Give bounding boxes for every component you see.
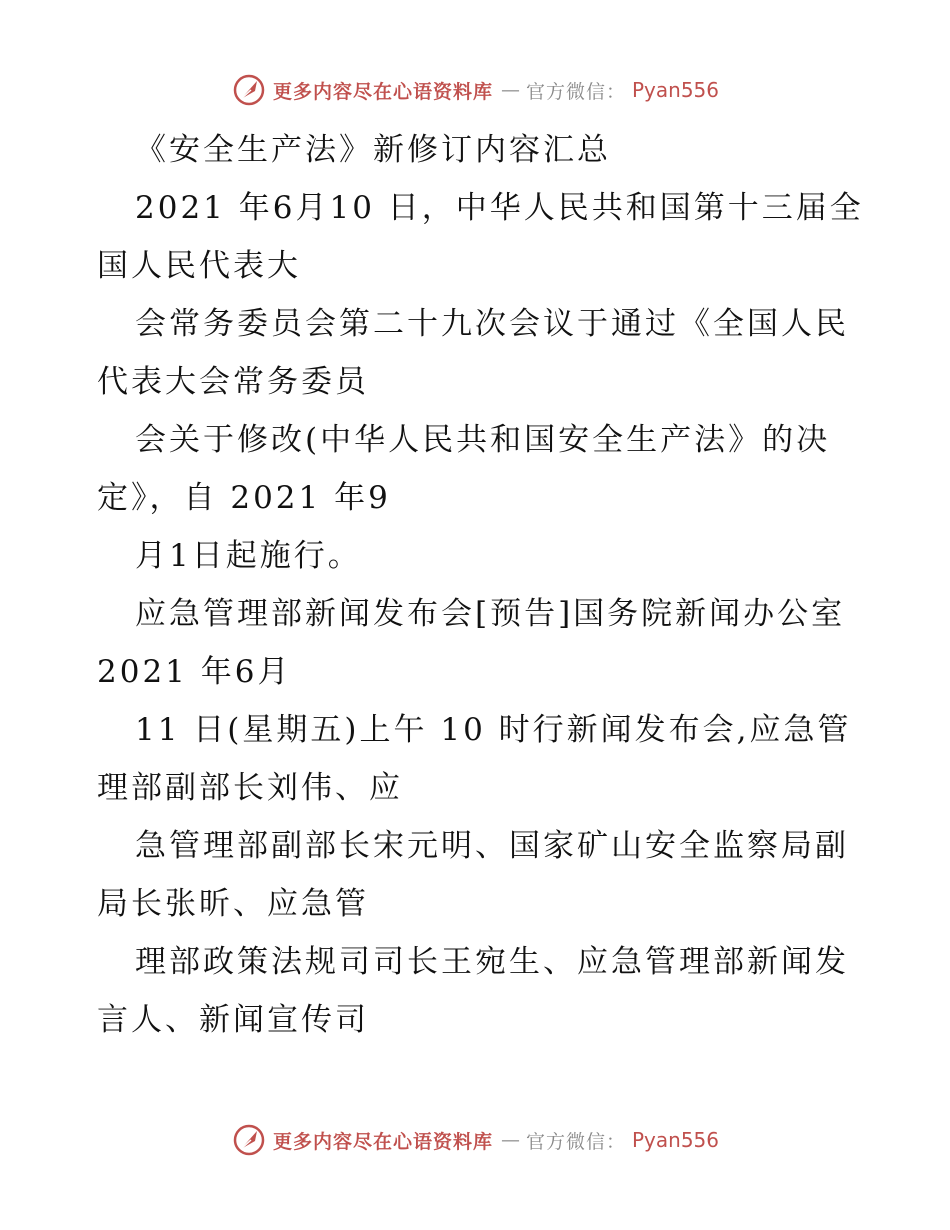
document-line: 理部政策法规司司长王宛生、应急管理部新闻发 bbox=[135, 944, 849, 980]
document-line: 局长张昕、应急管 bbox=[97, 886, 369, 922]
watermark-sub-text: 官方微信： bbox=[525, 80, 626, 103]
watermark-dash: — bbox=[500, 1129, 520, 1151]
footer-watermark bbox=[0, 1120, 950, 1160]
document-line: 定》，自 2021 年9 bbox=[97, 480, 391, 516]
watermark-dash: — bbox=[500, 79, 520, 101]
document-line: 2021 年6月10 日，中华人民共和国第十三届全 bbox=[135, 190, 864, 226]
document-body bbox=[97, 121, 864, 1049]
document-line: 2021 年6月 bbox=[97, 654, 292, 690]
watermark-wechat-id: Pyan556 bbox=[632, 78, 720, 102]
header-watermark bbox=[0, 70, 950, 110]
document-line: 急管理部副部长宋元明、国家矿山安全监察局副 bbox=[135, 828, 849, 864]
document-line: 代表大会常务委员 bbox=[97, 364, 369, 400]
document-title: 《安全生产法》新修订内容汇总 bbox=[135, 132, 611, 168]
watermark-main-text: 更多内容尽在心语资料库 bbox=[272, 80, 493, 103]
watermark-wechat-id: Pyan556 bbox=[632, 1128, 720, 1152]
document-line: 言人、新闻宣传司 bbox=[97, 1002, 369, 1038]
document-line: 11 日(星期五)上午 10 时行新闻发布会,应急管 bbox=[135, 712, 852, 748]
document-line: 应急管理部新闻发布会[预告]国务院新闻办公室 bbox=[135, 596, 846, 632]
quill-logo-icon bbox=[231, 72, 267, 108]
watermark-main-text: 更多内容尽在心语资料库 bbox=[272, 1130, 493, 1153]
document-line: 月1日起施行。 bbox=[135, 538, 362, 574]
document-line: 理部副部长刘伟、应 bbox=[97, 770, 403, 806]
document-line: 会常务委员会第二十九次会议于通过《全国人民 bbox=[135, 306, 849, 342]
document-line: 国人民代表大 bbox=[97, 248, 301, 284]
quill-logo-icon bbox=[231, 1122, 267, 1158]
watermark-sub-text: 官方微信： bbox=[525, 1130, 626, 1153]
document-line: 会关于修改(中华人民共和国安全生产法》的决 bbox=[135, 422, 831, 458]
